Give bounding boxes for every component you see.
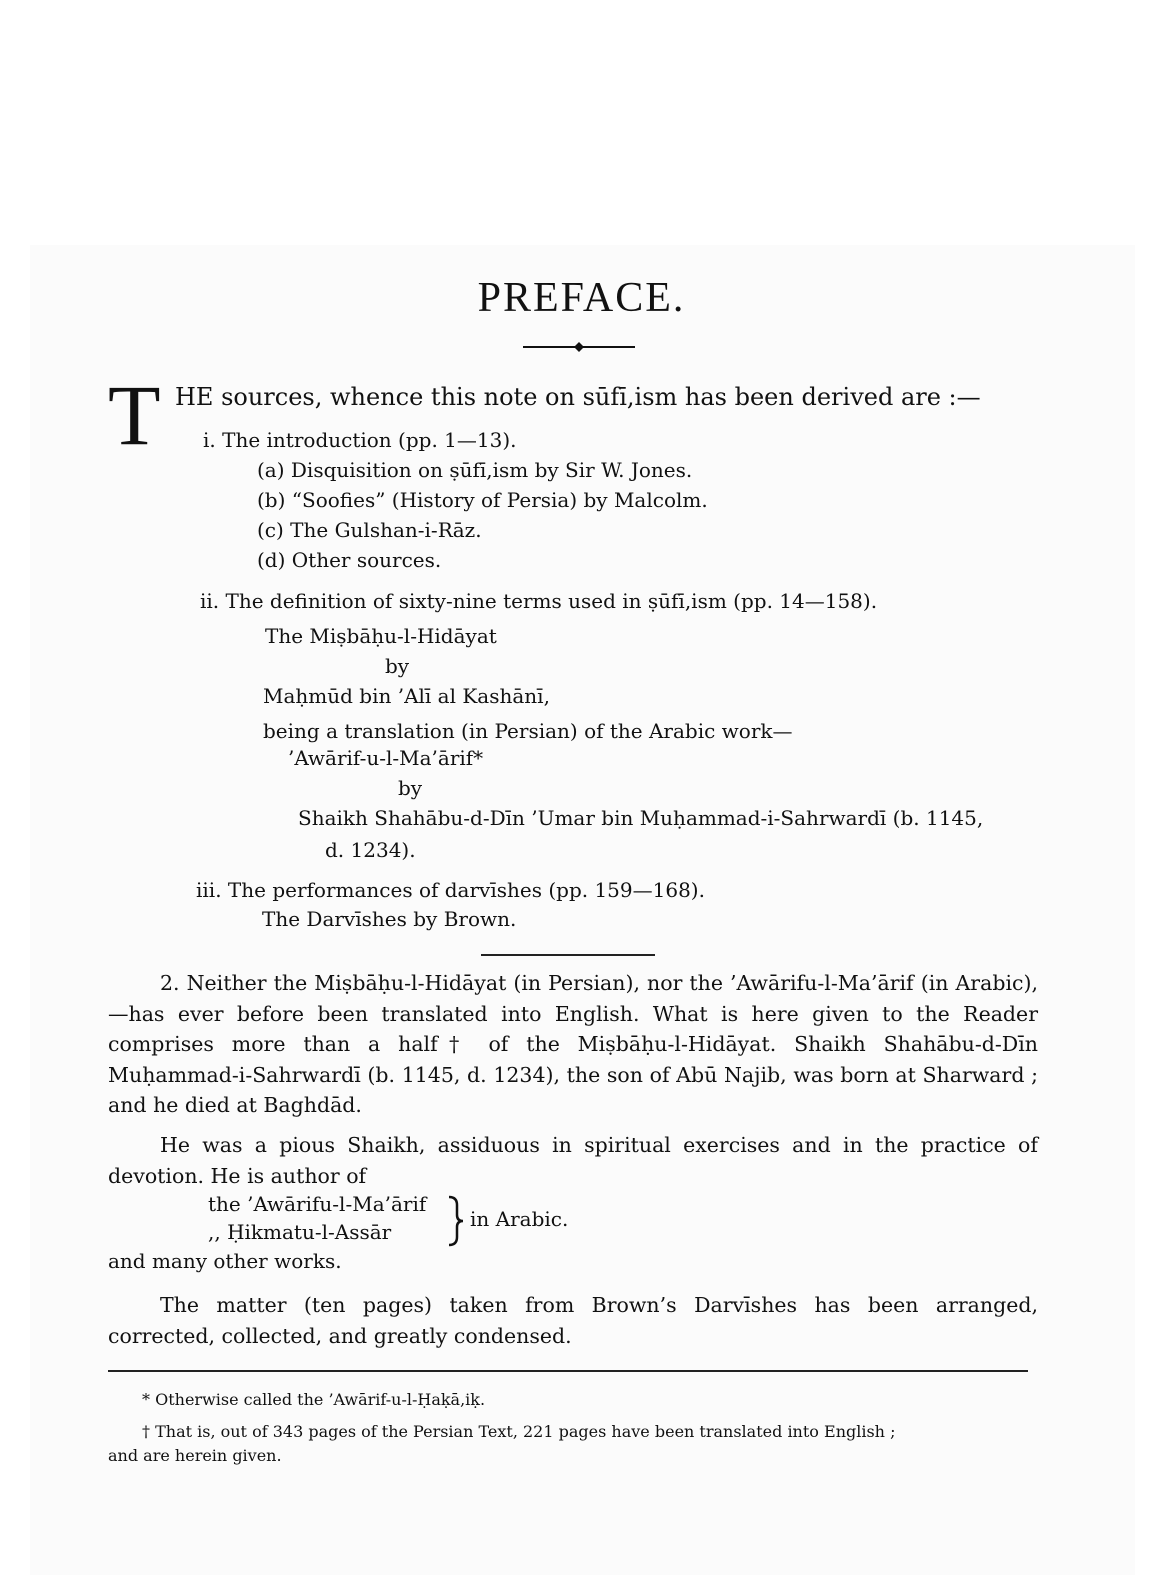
source-i-item-a: (a) Disquisition on ṣūfī,ism by Sir W. Jones. bbox=[257, 458, 693, 482]
works-list-item-2: ,, Ḥikmatu-l-Assār bbox=[208, 1220, 392, 1244]
source-ii-author: Maḥmūd bin ’Alī al Kashānī, bbox=[263, 684, 550, 708]
paragraph-2: 2. Neither the Miṣbāḥu-l-Hidāyat (in Persian), nor the ’Awārifu-l-Ma’ārif (in Arabic),—has ever before been translated into English. What is here given to the Reader comprises more than a half† of the Miṣbāḥu-l-Hidāyat. Shaikh Shahābu-d-Dīn Muḥammad-i-Sahrwardī (b. 1145, d. 1234), the son of Abū Najib, was born at Sharward ; and he died at Baghdād. bbox=[108, 971, 1038, 1117]
source-i-heading: i. The introduction (pp. 1—13). bbox=[203, 428, 517, 452]
footnote-2-continued: and are herein given. bbox=[108, 1446, 282, 1465]
paragraph-3: He was a pious Shaikh, assiduous in spiritual exercises and in the practice of devotion. He is author of bbox=[108, 1133, 1038, 1188]
footnote-rule bbox=[108, 1370, 1028, 1372]
page-background bbox=[30, 245, 1135, 1575]
source-ii-work: The Miṣbāḥu-l-Hidāyat bbox=[265, 624, 497, 648]
drop-cap: T bbox=[108, 367, 161, 463]
source-ii-shaikh-line-1: Shaikh Shahābu-d-Dīn ’Umar bin Muḥammad-i-Sahrwardī (b. 1145, bbox=[298, 806, 984, 830]
source-ii-by-1: by bbox=[385, 654, 410, 678]
source-i-item-c: (c) The Gulshan-i-Rāz. bbox=[257, 518, 482, 542]
source-i-item-b: (b) “Soofies” (History of Persia) by Malcolm. bbox=[257, 488, 708, 512]
works-language: in Arabic. bbox=[470, 1207, 569, 1231]
source-ii-shaikh-line-2: d. 1234). bbox=[325, 838, 416, 862]
source-i-item-d: (d) Other sources. bbox=[257, 548, 442, 572]
page-title: PREFACE. bbox=[477, 275, 686, 321]
works-list-item-1: the ’Awārifu-l-Ma’ārif bbox=[208, 1192, 427, 1216]
section-divider bbox=[481, 954, 655, 956]
source-ii-by-2: by bbox=[398, 776, 423, 800]
source-ii-arabic-work: ’Awārif-u-l-Ma’ārif* bbox=[288, 746, 484, 770]
source-ii-heading: ii. The definition of sixty-nine terms used in ṣūfī,ism (pp. 14—158). bbox=[200, 589, 878, 613]
source-iii-heading: iii. The performances of darvīshes (pp. 159—168). bbox=[196, 878, 705, 902]
source-iii-item: The Darvīshes by Brown. bbox=[262, 907, 517, 931]
intro-lead-text: HE sources, whence this note on sūfī,ism has been derived are :— bbox=[175, 383, 981, 411]
works-brace bbox=[445, 1195, 465, 1247]
title-ornament bbox=[523, 340, 635, 354]
footnote-1: * Otherwise called the ’Awārif-u-l-Ḥaḳā,iḳ. bbox=[142, 1390, 486, 1409]
paragraph-4: The matter (ten pages) taken from Brown’s Darvīshes has been arranged, corrected, collected, and greatly condensed. bbox=[108, 1293, 1038, 1348]
footnote-2: † That is, out of 343 pages of the Persian Text, 221 pages have been translated into English ; bbox=[142, 1422, 896, 1441]
paragraph-3-end: and many other works. bbox=[108, 1249, 342, 1273]
source-ii-being: being a translation (in Persian) of the Arabic work— bbox=[263, 719, 793, 743]
